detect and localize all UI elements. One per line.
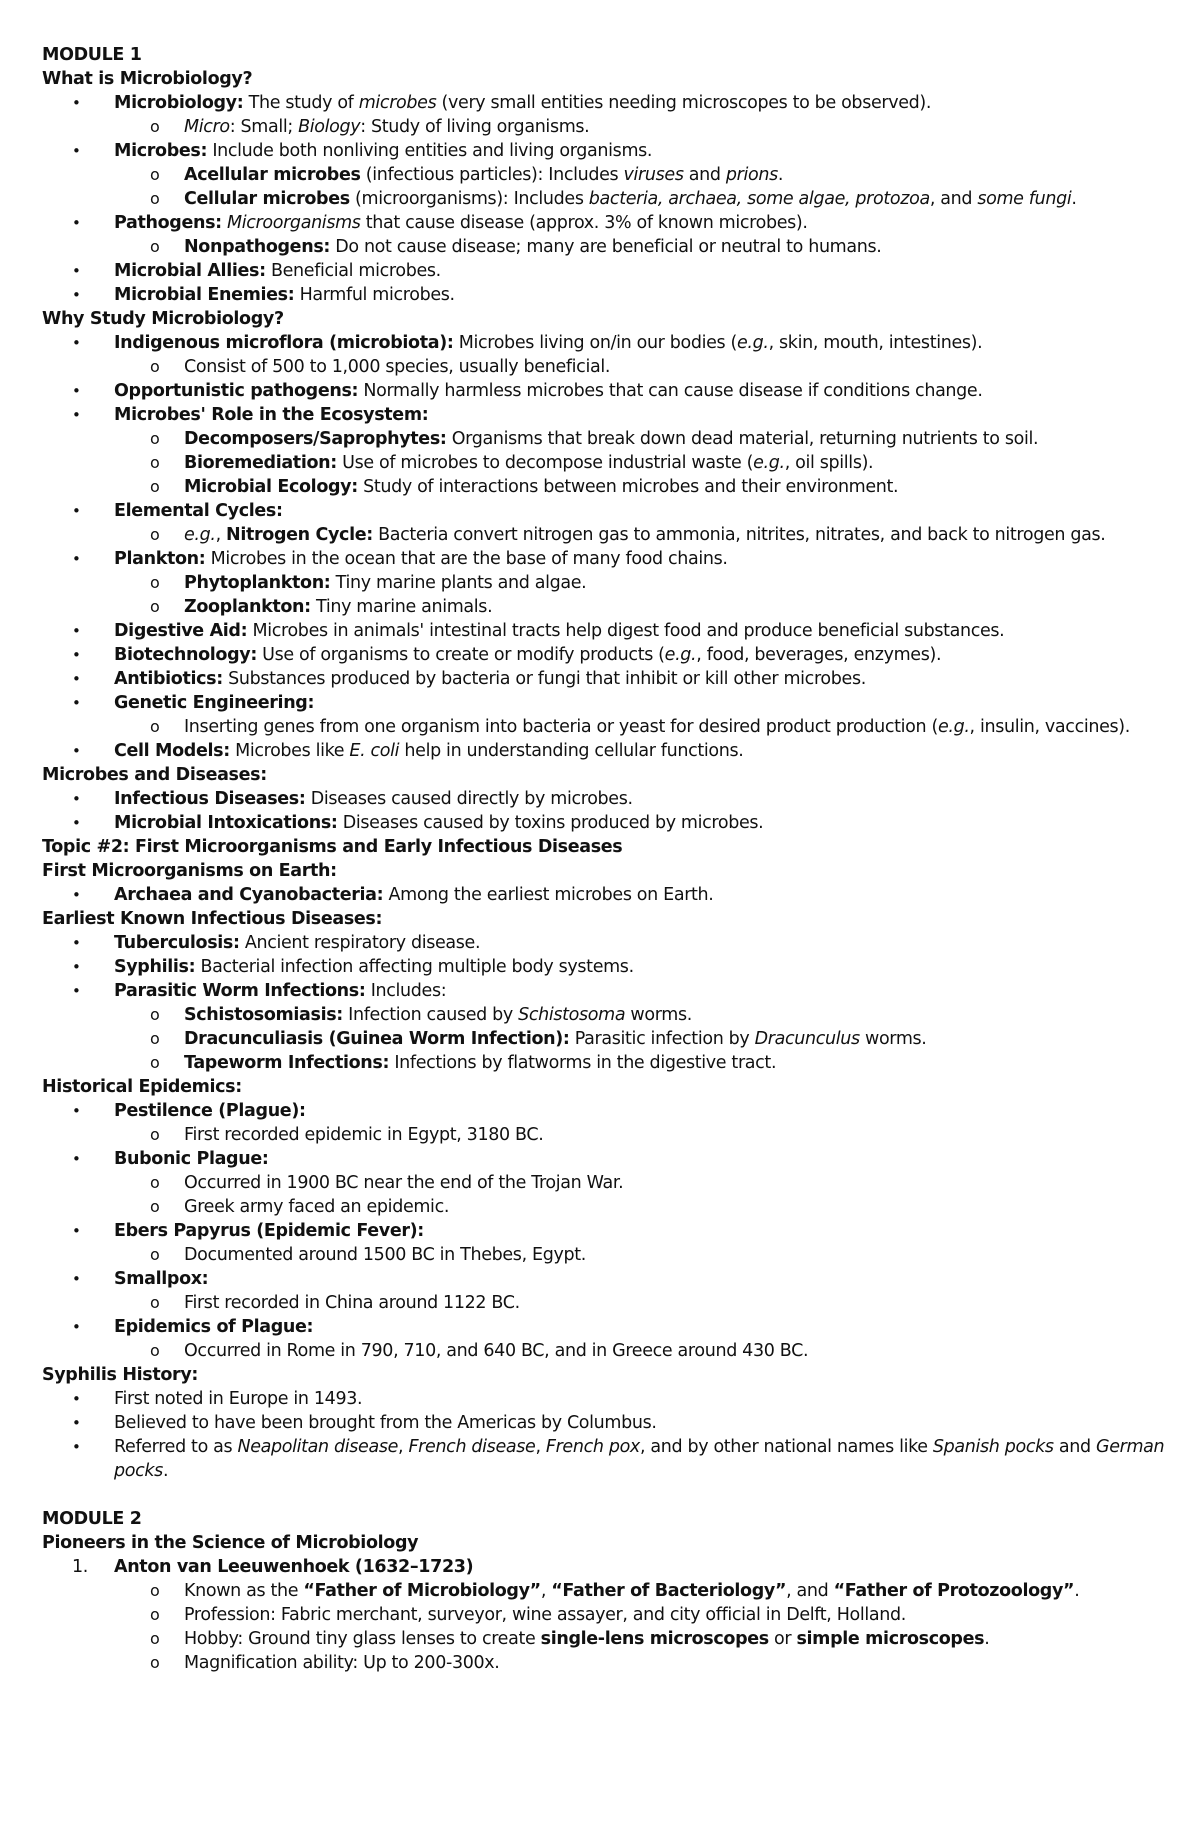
circle-bullet-icon: o [150,1245,160,1264]
circle-bullet-icon: o [150,717,160,736]
circle-bullet-icon: o [150,573,160,592]
line-text: First recorded epidemic in Egypt, 3180 BC. [184,1125,544,1145]
bullet-item [42,1219,1170,1243]
bullet-icon: • [72,262,81,280]
bullet-icon: • [72,1438,81,1456]
bullet-icon: • [72,1390,81,1408]
bullet-item [42,1411,1170,1435]
sub-bullet-item [42,1579,1170,1603]
sub-bullet-item [42,1003,1170,1027]
bullet-icon: • [72,502,81,520]
sub-bullet-item [42,451,1170,475]
bullet-icon: • [72,142,81,160]
line-text: Cell Models: Microbes like E. coli help in understanding cellular functions. [114,741,744,761]
sub-bullet-item [42,1243,1170,1267]
line-text: Parasitic Worm Infections: Includes: [114,981,447,1001]
circle-bullet-icon: o [150,117,160,136]
bullet-item [42,1435,1170,1483]
circle-bullet-icon: o [150,525,160,544]
circle-bullet-icon: o [150,357,160,376]
line-text: Pathogens: Microorganisms that cause disease (approx. 3% of known microbes). [114,213,808,233]
line-text: Micro: Small; Biology: Study of living organisms. [184,117,590,137]
line-text: Bioremediation: Use of microbes to decompose industrial waste (e.g., oil spills). [184,453,874,473]
sub-bullet-item [42,1603,1170,1627]
line-text: Infectious Diseases: Diseases caused directly by microbes. [114,789,633,809]
bullet-icon: • [72,814,81,832]
bullet-icon: • [72,550,81,568]
line-text: Hobby: Ground tiny glass lenses to create single-lens microscopes or simple microscopes. [184,1629,990,1649]
sub-bullet-item [42,355,1170,379]
circle-bullet-icon: o [150,1581,160,1600]
bullet-icon: • [72,406,81,424]
bullet-item [42,667,1170,691]
bullet-item [42,1555,1170,1579]
line-text: Historical Epidemics: [42,1077,242,1097]
line-text: Referred to as Neapolitan disease, French disease, French pox, and by other national names like Spanish pocks and German pocks. [114,1437,1165,1481]
line-text: Elemental Cycles: [114,501,283,521]
bullet-item [42,1315,1170,1339]
bullet-icon: • [72,1150,81,1168]
circle-bullet-icon: o [150,1005,160,1024]
line-text: Genetic Engineering: [114,693,315,713]
line-text: Pestilence (Plague): [114,1101,306,1121]
line-text: Biotechnology: Use of organisms to create or modify products (e.g., food, beverages, enzymes). [114,645,942,665]
section-heading [42,1507,1170,1531]
bullet-item [42,403,1170,427]
section-heading [42,43,1170,67]
bullet-item [42,643,1170,667]
bullet-item [42,931,1170,955]
line-text: Occurred in 1900 BC near the end of the Trojan War. [184,1173,624,1193]
bullet-icon: • [72,1414,81,1432]
bullet-icon: • [72,934,81,952]
sub-bullet-item [42,1123,1170,1147]
blank-line [42,1483,1170,1507]
line-text: Microbiology: The study of microbes (very small entities needing microscopes to be observed). [114,93,932,113]
section-heading [42,763,1170,787]
circle-bullet-icon: o [150,453,160,472]
sub-bullet-item [42,1195,1170,1219]
line-text: Schistosomiasis: Infection caused by Schistosoma worms. [184,1005,692,1025]
bullet-icon: • [72,1222,81,1240]
bullet-item [42,619,1170,643]
line-text: Topic #2: First Microorganisms and Early Infectious Diseases [42,837,623,857]
circle-bullet-icon: o [150,1653,160,1672]
section-heading [42,307,1170,331]
line-text: Phytoplankton: Tiny marine plants and algae. [184,573,587,593]
circle-bullet-icon: o [150,237,160,256]
line-text: Documented around 1500 BC in Thebes, Egypt. [184,1245,586,1265]
sub-bullet-item [42,1651,1170,1675]
bullet-icon: • [72,742,81,760]
sub-bullet-item [42,163,1170,187]
line-text: Consist of 500 to 1,000 species, usually beneficial. [184,357,611,377]
bullet-item [42,691,1170,715]
circle-bullet-icon: o [150,165,160,184]
sub-bullet-item [42,1291,1170,1315]
line-text: Greek army faced an epidemic. [184,1197,450,1217]
sub-bullet-item [42,1627,1170,1651]
bullet-icon: • [72,1318,81,1336]
line-text: Occurred in Rome in 790, 710, and 640 BC, and in Greece around 430 BC. [184,1341,809,1361]
sub-bullet-item [42,475,1170,499]
circle-bullet-icon: o [150,1173,160,1192]
circle-bullet-icon: o [150,1293,160,1312]
section-heading [42,67,1170,91]
sub-bullet-item [42,235,1170,259]
bullet-item [42,811,1170,835]
line-text: Microbes and Diseases: [42,765,267,785]
bullet-item [42,1267,1170,1291]
line-text: What is Microbiology? [42,69,253,89]
line-text: First Microorganisms on Earth: [42,861,337,881]
circle-bullet-icon: o [150,1197,160,1216]
section-heading [42,859,1170,883]
line-text: Smallpox: [114,1269,209,1289]
sub-bullet-item [42,523,1170,547]
line-text: Pioneers in the Science of Microbiology [42,1533,419,1553]
circle-bullet-icon: o [150,1629,160,1648]
line-text: Dracunculiasis (Guinea Worm Infection): Parasitic infection by Dracunculus worms. [184,1029,927,1049]
line-text: Magnification ability: Up to 200-300x. [184,1653,500,1673]
line-text: Microbial Allies: Beneficial microbes. [114,261,441,281]
line-text: Profession: Fabric merchant, surveyor, wine assayer, and city official in Delft, Holland. [184,1605,907,1625]
bullet-item [42,787,1170,811]
line-text: Microbial Intoxications: Diseases caused by toxins produced by microbes. [114,813,764,833]
circle-bullet-icon: o [150,477,160,496]
sub-bullet-item [42,571,1170,595]
section-heading [42,907,1170,931]
bullet-item [42,547,1170,571]
bullet-icon: • [72,94,81,112]
line-text: First recorded in China around 1122 BC. [184,1293,520,1313]
line-text: Syphilis History: [42,1365,199,1385]
section-heading [42,835,1170,859]
line-text: Archaea and Cyanobacteria: Among the earliest microbes on Earth. [114,885,714,905]
line-text: MODULE 2 [42,1509,142,1529]
line-text: Believed to have been brought from the Americas by Columbus. [114,1413,657,1433]
bullet-item [42,979,1170,1003]
circle-bullet-icon: o [150,429,160,448]
bullet-item [42,739,1170,763]
line-text: Indigenous microflora (microbiota): Microbes living on/in our bodies (e.g., skin, mouth, intestines). [114,333,983,353]
list-number: 1. [72,1557,88,1577]
sub-bullet-item [42,595,1170,619]
line-text: Earliest Known Infectious Diseases: [42,909,383,929]
line-text: Acellular microbes (infectious particles): Includes viruses and prions. [184,165,784,185]
bullet-item [42,259,1170,283]
bullet-item [42,379,1170,403]
bullet-item [42,499,1170,523]
line-text: Ebers Papyrus (Epidemic Fever): [114,1221,424,1241]
line-text: Known as the “Father of Microbiology”, “Father of Bacteriology”, and “Father of Protozoology”. [184,1581,1080,1601]
circle-bullet-icon: o [150,597,160,616]
bullet-item [42,1147,1170,1171]
bullet-icon: • [72,790,81,808]
circle-bullet-icon: o [150,189,160,208]
circle-bullet-icon: o [150,1605,160,1624]
line-text: Why Study Microbiology? [42,309,284,329]
line-text: Cellular microbes (microorganisms): Includes bacteria, archaea, some algae, protozoa, and some fungi. [184,189,1077,209]
line-text: Tapeworm Infections: Infections by flatworms in the digestive tract. [184,1053,777,1073]
bullet-item [42,283,1170,307]
bullet-icon: • [72,1102,81,1120]
section-heading [42,1531,1170,1555]
bullet-item [42,139,1170,163]
bullet-item [42,1387,1170,1411]
bullet-icon: • [72,694,81,712]
sub-bullet-item [42,1027,1170,1051]
bullet-icon: • [72,286,81,304]
line-text: Microbes' Role in the Ecosystem: [114,405,429,425]
line-text: MODULE 1 [42,45,142,65]
line-text: Decomposers/Saprophytes: Organisms that break down dead material, returning nutrients to soil. [184,429,1039,449]
line-text: e.g., Nitrogen Cycle: Bacteria convert nitrogen gas to ammonia, nitrites, nitrates, and back to nitrogen gas. [184,525,1106,545]
line-text: Bubonic Plague: [114,1149,269,1169]
bullet-icon: • [72,214,81,232]
line-text: Nonpathogens: Do not cause disease; many are beneficial or neutral to humans. [184,237,882,257]
bullet-icon: • [72,670,81,688]
sub-bullet-item [42,1339,1170,1363]
sub-bullet-item [42,715,1170,739]
bullet-icon: • [72,646,81,664]
line-text: Plankton: Microbes in the ocean that are the base of many food chains. [114,549,728,569]
bullet-item [42,91,1170,115]
sub-bullet-item [42,115,1170,139]
bullet-icon: • [72,886,81,904]
line-text: First noted in Europe in 1493. [114,1389,363,1409]
bullet-item [42,883,1170,907]
line-text: Anton van Leeuwenhoek (1632–1723) [114,1557,474,1577]
line-text: Epidemics of Plague: [114,1317,314,1337]
bullet-item [42,331,1170,355]
line-text: Inserting genes from one organism into bacteria or yeast for desired product production (e.g., insulin, vaccines). [184,717,1130,737]
section-heading [42,1363,1170,1387]
line-text: Tuberculosis: Ancient respiratory disease. [114,933,481,953]
bullet-item [42,955,1170,979]
bullet-item [42,211,1170,235]
bullet-item [42,1099,1170,1123]
bullet-icon: • [72,334,81,352]
section-heading [42,1075,1170,1099]
bullet-icon: • [72,1270,81,1288]
bullet-icon: • [72,958,81,976]
line-text: Antibiotics: Substances produced by bacteria or fungi that inhibit or kill other microbes. [114,669,866,689]
circle-bullet-icon: o [150,1125,160,1144]
line-text: Syphilis: Bacterial infection affecting multiple body systems. [114,957,634,977]
sub-bullet-item [42,1051,1170,1075]
circle-bullet-icon: o [150,1029,160,1048]
line-text: Zooplankton: Tiny marine animals. [184,597,493,617]
circle-bullet-icon: o [150,1053,160,1072]
circle-bullet-icon: o [150,1341,160,1360]
bullet-icon: • [72,982,81,1000]
bullet-icon: • [72,382,81,400]
line-text: Opportunistic pathogens: Normally harmless microbes that can cause disease if conditions change. [114,381,983,401]
sub-bullet-item [42,1171,1170,1195]
sub-bullet-item [42,187,1170,211]
line-text: Digestive Aid: Microbes in animals' intestinal tracts help digest food and produce beneficial substances. [114,621,1005,641]
sub-bullet-item [42,427,1170,451]
line-text: Microbial Ecology: Study of interactions between microbes and their environment. [184,477,899,497]
line-text: Microbial Enemies: Harmful microbes. [114,285,455,305]
bullet-icon: • [72,622,81,640]
line-text: Microbes: Include both nonliving entities and living organisms. [114,141,653,161]
